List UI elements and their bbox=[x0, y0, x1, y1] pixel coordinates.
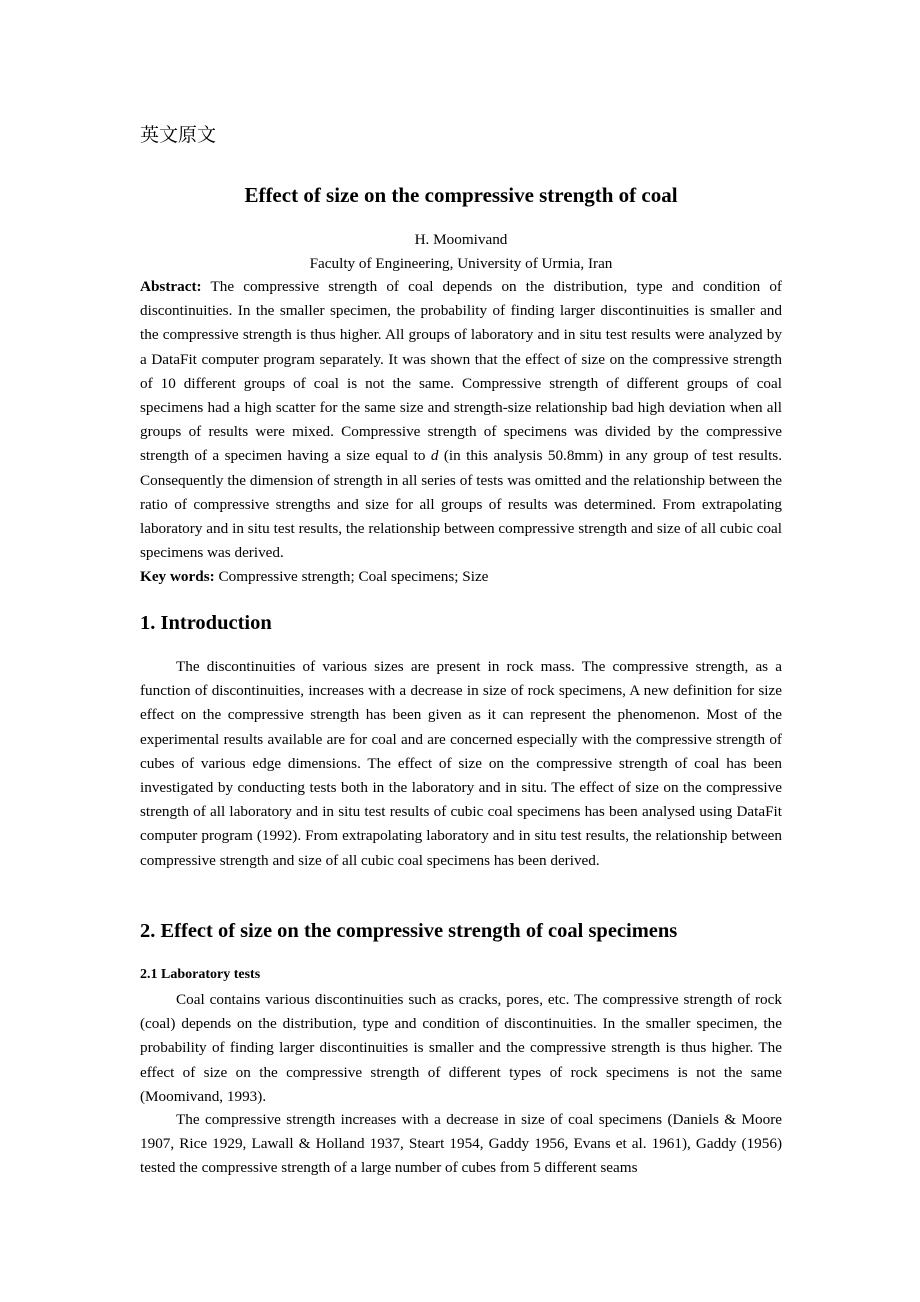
section-label: 英文原文 bbox=[140, 124, 217, 146]
subsection-heading-laboratory-tests: 2.1 Laboratory tests bbox=[140, 967, 261, 982]
abstract-label: Abstract: bbox=[140, 278, 202, 295]
paper-title: Effect of size on the compressive strength of coal bbox=[244, 183, 678, 207]
introduction-paragraph: The discontinuities of various sizes are present in rock mass. The compressive strength, as a function of discontinuities, increases with a decrease in size of rock specimens, A new definition for size effect on the compressive strength has been given as it can represent the phenomenon. Most of the experimental results available are for coal and are concerned especially with the compressive strength of cubes of various edge dimensions. The effect of size on the compressive strength of coal has been investigated by conducting tests both in the laboratory and in situ. The effect of size on the compressive strength of all laboratory and in situ test results of cubic coal specimens has been analysed using DataFit computer program (1992). From extrapolating laboratory and in situ test results, the relationship between compressive strength and size of all cubic coal specimens has been derived. bbox=[140, 658, 782, 869]
section-heading-size-effect: 2. Effect of size on the compressive strength of coal specimens bbox=[140, 920, 678, 942]
abstract bbox=[140, 275, 782, 565]
abstract-text-part1: The compressive strength of coal depends on the distribution, type and condition of discontinuities. In the smaller specimen, the probability of finding larger discontinuities is smaller and the compressive strength is thus higher. All groups of laboratory and in situ test results were analyzed by a DataFit computer program separately. It was shown that the effect of size on the compressive strength of 10 different groups of coal is not the same. Compressive strength of different groups of coal specimens had a high scatter for the same size and strength-size relationship bad high deviation when all groups of results were mixed. Compressive strength of specimens was divided by the compressive strength of a specimen having a size equal to bbox=[140, 278, 782, 465]
abstract-variable-d: d bbox=[430, 447, 439, 465]
keywords-text: Compressive strength; Coal specimens; Size bbox=[214, 568, 489, 585]
keywords-label: Key words: bbox=[140, 568, 215, 585]
author-name: H. Moomivand bbox=[414, 231, 508, 248]
keywords bbox=[140, 565, 782, 589]
abstract-text-part2: (in this analysis 50.8mm) in any group of test results. Consequently the dimension of strength in all series of tests was omitted and the relationship between the ratio of compressive strengths and size for all groups of results was determined. From extrapolating laboratory and in situ test results, the relationship between compressive strength and size of all cubic coal specimens was derived. bbox=[140, 447, 782, 562]
laboratory-paragraph-1: Coal contains various discontinuities such as cracks, pores, etc. The compressive strength of rock (coal) depends on the distribution, type and condition of discontinuities. In the smaller specimen, the probability of finding larger discontinuities is smaller and the compressive strength is thus higher. The effect of size on the compressive strength of different types of rock specimens is not the same (Moomivand, 1993). bbox=[140, 991, 782, 1105]
author-affiliation: Faculty of Engineering, University of Urmia, Iran bbox=[309, 255, 613, 272]
laboratory-paragraph-2: The compressive strength increases with a decrease in size of coal specimens (Daniels & Moore 1907, Rice 1929, Lawall & Holland 1937, Steart 1954, Gaddy 1956, Evans et al. 1961), Gaddy (1956) tested the compressive strength of a large number of cubes from 5 different seams bbox=[140, 1111, 782, 1177]
section-heading-introduction: 1. Introduction bbox=[140, 612, 272, 634]
